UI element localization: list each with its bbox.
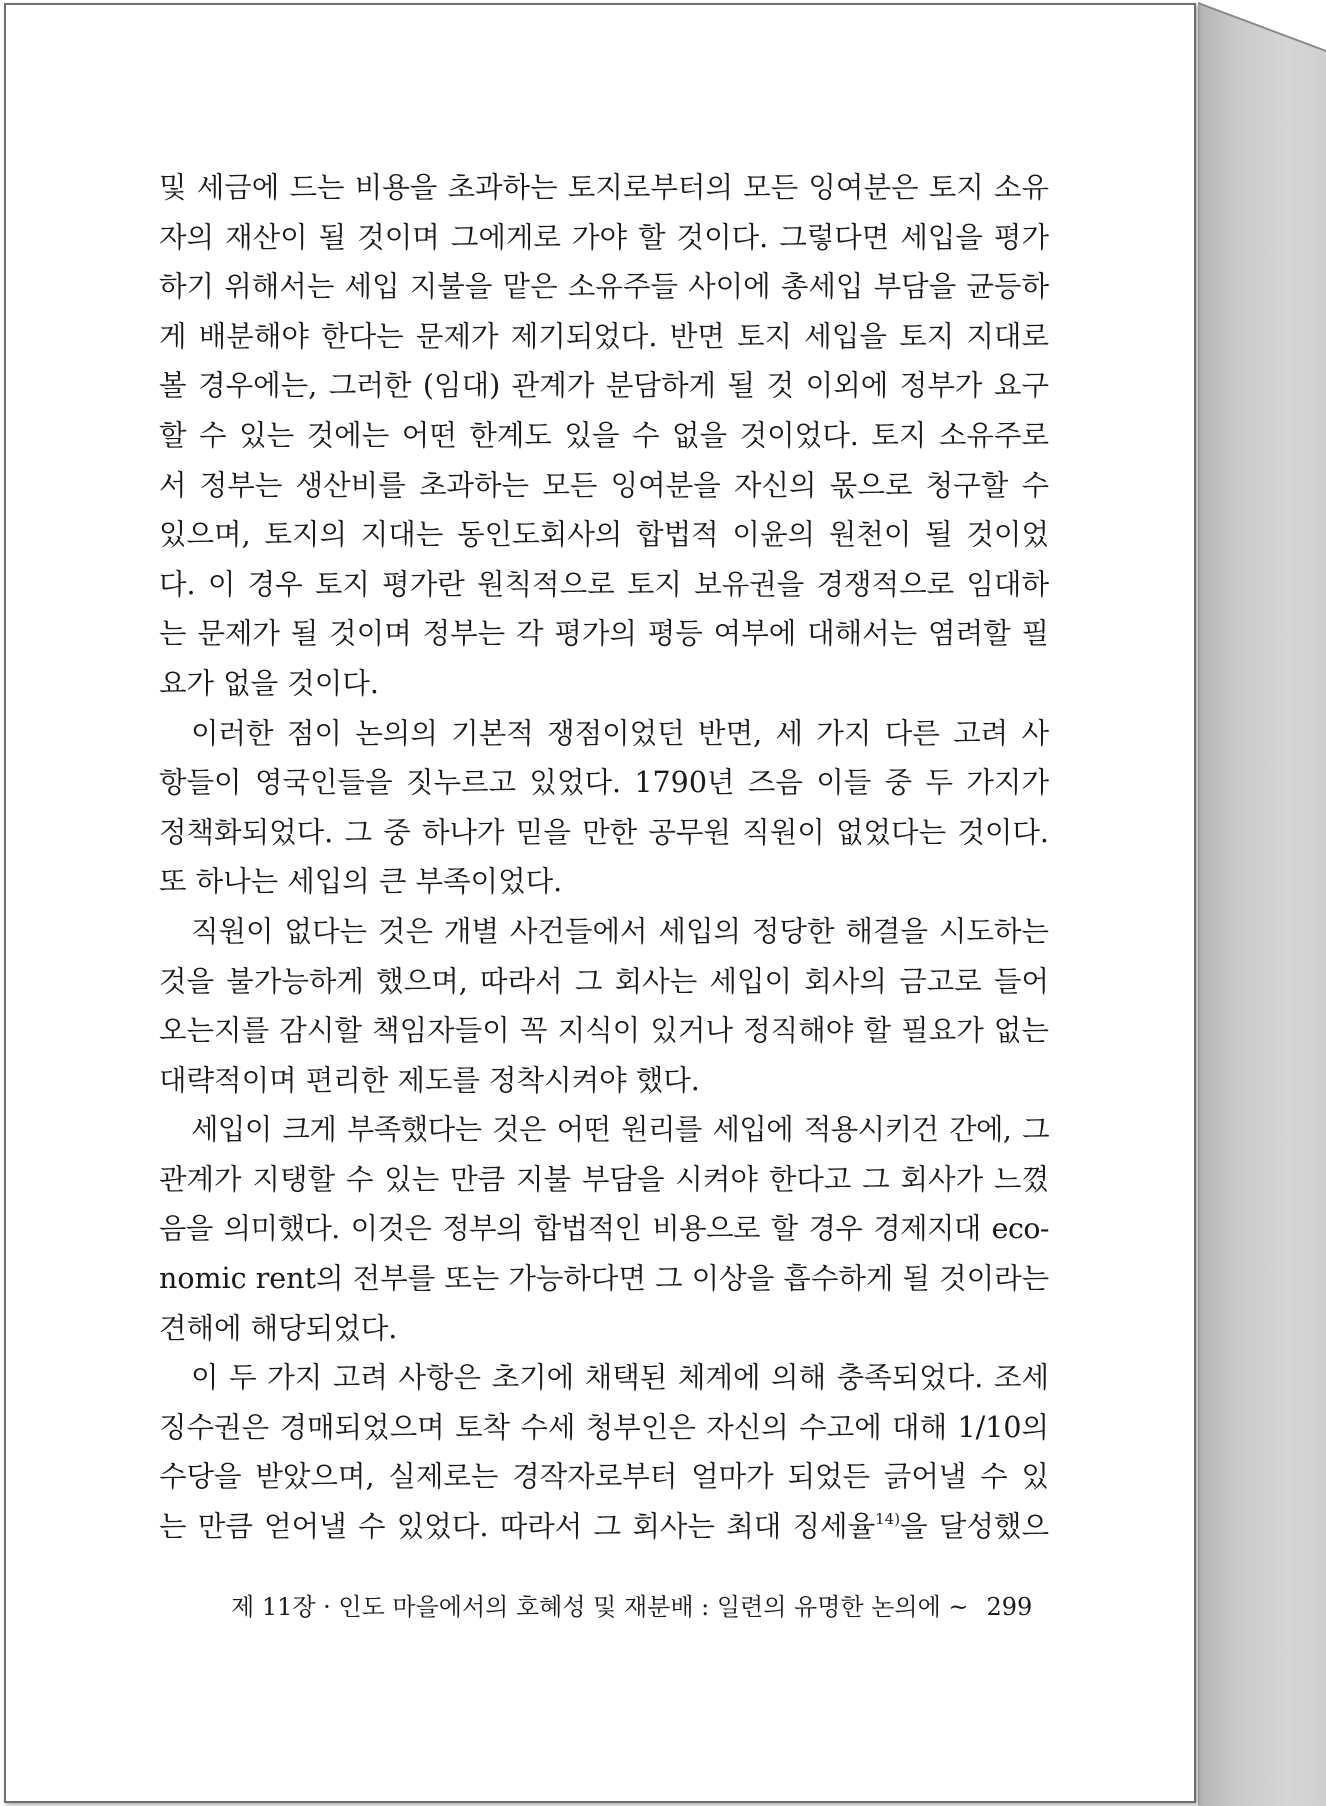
text-line: 것을 불가능하게 했으며, 따라서 그 회사는 세입이 회사의 금고로 들어 (159, 964, 1049, 998)
paragraph (159, 1353, 1049, 1551)
text-line: 자의 재산이 될 것이며 그에게로 가야 할 것이다. 그렇다면 세입을 평가 (159, 220, 1049, 254)
text-line: 있으며, 토지의 지대는 동인도회사의 합법적 이윤의 원천이 될 것이었 (159, 518, 1049, 552)
page-number: 299 (986, 1593, 1033, 1621)
text-line: 또 하나는 세입의 큰 부족이었다. (159, 865, 563, 899)
text-line: 서 정부는 생산비를 초과하는 모든 잉여분을 자신의 몫으로 청구할 수 (159, 468, 1049, 502)
text-segment: 을 달성했으 (900, 1510, 1049, 1544)
text-line: 하기 위해서는 세입 지불을 맡은 소유주들 사이에 총세입 부담을 균등하 (159, 270, 1049, 304)
footnote-marker[interactable]: 14) (875, 1510, 901, 1529)
running-head: 제 11장 · 인도 마을에서의 호혜성 및 재분배 : 일련의 유명한 논의에 ~ (231, 1593, 969, 1621)
text-line: 는 문제가 될 것이며 정부는 각 평가의 평등 여부에 대해서는 염려할 필 (159, 617, 1049, 651)
text-line: 요가 없을 것이다. (159, 666, 379, 700)
paragraph (159, 163, 1049, 709)
paragraph (159, 709, 1049, 907)
text-line-with-footnote (159, 1502, 1049, 1552)
text-line: 견해에 해당되었다. (159, 1311, 398, 1345)
page-footer (231, 1587, 1131, 1622)
text-line: 세입이 크게 부족했다는 것은 어떤 원리를 세입에 적용시키건 간에, 그 (191, 1113, 1049, 1147)
text-line: 직원이 없다는 것은 개별 사건들에서 세입의 정당한 해결을 시도하는 (191, 914, 1049, 948)
text-line: 음을 의미했다. 이것은 정부의 합법적인 비용으로 할 경우 경제지대 eco- (159, 1212, 1049, 1246)
paragraph (159, 1105, 1049, 1353)
text-line: 및 세금에 드는 비용을 초과하는 토지로부터의 모든 잉여분은 토지 소유 (159, 171, 1049, 204)
text-line: 오는지를 감시할 책임자들이 꼭 지식이 있거나 정직해야 할 필요가 없는 (159, 1014, 1049, 1048)
paragraph (159, 907, 1049, 1105)
text-line: 관계가 지탱할 수 있는 만큼 지불 부담을 시켜야 한다고 그 회사가 느꼈 (159, 1162, 1049, 1196)
book-spine (1198, 0, 1326, 1806)
text-line: 징수권은 경매되었으며 토착 수세 청부인은 자신의 수고에 대해 1/10의 (159, 1410, 1049, 1444)
text-line: 이 두 가지 고려 사항은 초기에 채택된 체계에 의해 충족되었다. 조세 (191, 1361, 1049, 1395)
text-line: 할 수 있는 것에는 어떤 한계도 있을 수 없을 것이었다. 토지 소유주로 (159, 418, 1049, 452)
text-line: 볼 경우에는, 그러한 (임대) 관계가 분담하게 될 것 이외에 정부가 요구 (159, 369, 1049, 403)
text-line: 항들이 영국인들을 짓누르고 있었다. 1790년 즈음 이들 중 두 가지가 (159, 766, 1049, 800)
text-line: nomic rent의 전부를 또는 가능하다면 그 이상을 흡수하게 될 것이라는 (159, 1262, 1050, 1296)
text-line: 대략적이며 편리한 제도를 정착시켜야 했다. (159, 1063, 700, 1097)
text-line: 이러한 점이 논의의 기본적 쟁점이었던 반면, 세 가지 다른 고려 사 (191, 716, 1049, 750)
text-line: 수당을 받았으며, 실제로는 경작자로부터 얼마가 되었든 긁어낼 수 있 (159, 1460, 1049, 1494)
book-page (4, 3, 1196, 1803)
text-line: 게 배분해야 한다는 문제가 제기되었다. 반면 토지 세입을 토지 지대로 (159, 319, 1049, 353)
text-line: 정책화되었다. 그 중 하나가 믿을 만한 공무원 직원이 없었다는 것이다. (159, 815, 1049, 849)
text-segment: 는 만큼 얻어낼 수 있었다. 따라서 그 회사는 최대 징세율 (159, 1510, 876, 1544)
body-text (159, 163, 1049, 1552)
text-line: 다. 이 경우 토지 평가란 원칙적으로 토지 보유권을 경쟁적으로 임대하 (159, 567, 1049, 601)
